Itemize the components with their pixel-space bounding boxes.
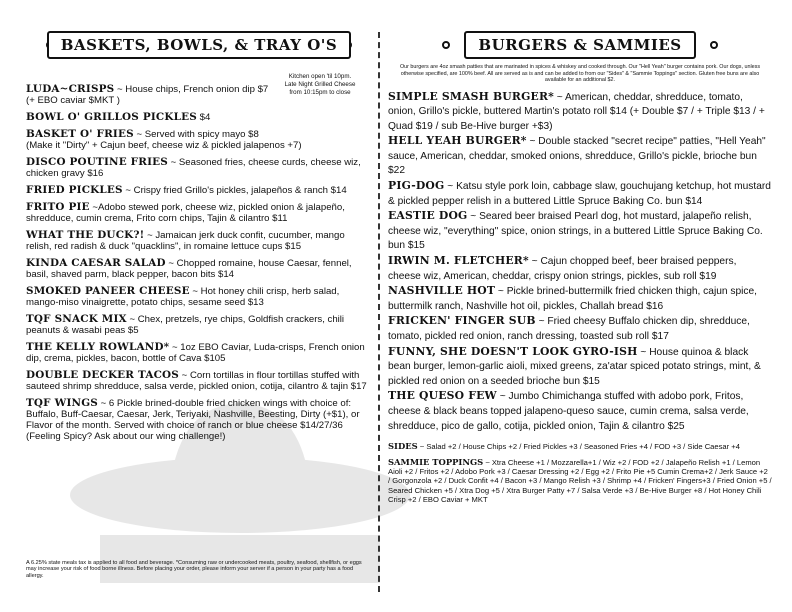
item-name: HELL YEAH BURGER* — [388, 134, 527, 148]
item-desc: ~ Hot honey chili crisp, herb salad, mango-miso vinaigrette, potato chips, sesame seed $13 — [26, 286, 340, 308]
flourish-icon — [710, 41, 718, 49]
item-name: SIMPLE SMASH BURGER* — [388, 89, 554, 103]
section-title: BURGERS & SAMMIES — [464, 31, 695, 59]
toppings-desc: ~ Xtra Cheese +1 / Mozzarella+1 / Wiz +2 / FOD +2 / Jalapeño Relish +1 / Lemon Aioli +2 / Fritos +2 / Adobo Pork +3 / Caesar Dressing +2 / Egg +2 / Frito Pie +5 Cumin Crema+2 / Jerk Sauce +2 / Gorgonzola +2 / Duck Confit +4 / Bacon +3 / Mango Relish +3 / Shrimp +4 / Fricken' Fingers+3 / Fried Onion +5 / Seared Chicken +5 / Xtra Dog +5 / Xtra Burger Patty +7 / Salsa Verde +3 / Be-Hive Burger +8 / Hot Honey Chili Crisp +2 / EBO Caviar + MKT — [388, 457, 772, 505]
item-desc: ~ Double stacked "secret recipe" patties, "Hell Yeah" sauce, American, cheddar, smoked onions, shredduce, Grillo's pickle, brioche bun $22 — [388, 136, 766, 177]
item-desc: ~ Pickle brined-buttermilk fried chicken thigh, cajun spice, buttermilk ranch, Nashville hot oil, pickles, Challah bread $16 — [388, 286, 757, 312]
kitchen-note-line: Kitchen open 'til 10pm. — [288, 73, 352, 80]
menu-item — [26, 286, 372, 308]
item-name: TQF SNACK MIX — [26, 313, 127, 325]
item-name: SMOKED PANEER CHEESE — [26, 285, 190, 297]
item-extra: (Make it "Dirty" + Cajun beef, cheese wiz & pickled jalapenos +7) — [26, 140, 302, 151]
item-desc: ~ Katsu style pork loin, cabbage slaw, gouchujang ketchup, hot mustard & pickled pepper relish in a buttered Little Spruce Baking Co. bun $14 — [388, 181, 771, 207]
item-desc: ~ Cajun chopped beef, beer braised peppers, cheese wiz, American, cheddar, crispy onion strings, pickles, sub roll $19 — [388, 256, 737, 282]
menu-item — [26, 398, 372, 442]
item-name: LUDA~CRISPS — [26, 83, 115, 95]
sides-list — [388, 442, 772, 451]
section-title: BASKETS, BOWLS, & TRAY O'S — [47, 31, 351, 59]
menu-item — [388, 389, 772, 434]
item-name: DOUBLE DECKER TACOS — [26, 369, 180, 381]
menu-item — [388, 134, 772, 179]
menu-item — [388, 179, 772, 209]
item-name: NASHVILLE HOT — [388, 284, 496, 298]
item-desc: ~Adobo stewed pork, cheese wiz, pickled onion & jalapeño, shredduce, cumin crema, Frito corn chips, Tajin & cilantro $11 — [26, 202, 345, 224]
item-name: THE KELLY ROWLAND* — [26, 341, 170, 353]
item-desc: ~ Chex, pretzels, rye chips, Goldfish crackers, chili peanuts & wasabi peas $5 — [26, 314, 345, 336]
menu-item — [388, 254, 772, 284]
item-desc: ~ 1oz EBO Caviar, Luda-crisps, French onion dip, crema, pickles, bacon, bottle of Cava $105 — [26, 342, 365, 364]
item-name: BOWL O' GRILLOS PICKLES — [26, 111, 197, 123]
item-desc: ~ Crispy fried Grillo's pickles, jalapeños & ranch $14 — [122, 185, 347, 196]
burgers-column — [388, 28, 772, 505]
menu-item — [26, 202, 372, 224]
item-name: FRIED PICKLES — [26, 184, 123, 196]
menu-item — [26, 84, 276, 106]
menu-item — [388, 209, 772, 254]
item-name: FRICKEN' FINGER SUB — [388, 314, 536, 328]
kitchen-hours-note — [264, 73, 376, 97]
item-name: IRWIN M. FLETCHER* — [388, 254, 529, 268]
item-desc: ~ Chopped romaine, house Caesar, fennel, basil, shaved parm, black pepper, bacon bits $14 — [26, 258, 352, 280]
menu-item — [26, 129, 372, 151]
item-name: PIG-DOG — [388, 179, 445, 193]
item-desc: ~ Jumbo Chimichanga stuffed with adobo pork, Fritos, cheese & black beans topped jalapeno-queso sauce, cumin crema, salsa verde, shredduce, pico de gallo, cotija, pickled onion, Tajin & cilantro $25 — [388, 391, 749, 432]
item-name: FRITO PIE — [26, 201, 90, 213]
item-name: THE QUESO FEW — [388, 389, 497, 403]
sides-desc: ~ Salad +2 / House Chips +2 / Fried Pickles +3 / Seasoned Fries +4 / FOD +3 / Side Caesar +4 — [417, 442, 740, 452]
item-desc: ~ Seasoned fries, cheese curds, cheese wiz, chicken gravy $16 — [26, 157, 361, 179]
menu-item — [26, 112, 372, 123]
menu-item — [26, 157, 372, 179]
item-desc: $4 — [196, 112, 211, 123]
toppings-label: SAMMIE TOPPINGS — [388, 456, 484, 467]
allergy-disclaimer: A 6.25% state meals tax is applied to all food and beverage. *Consuming raw or undercooked meats, poultry, seafood, shellfish, or eggs may increase your risk of food borne illness. Before placing your order, please inform your server if a person in your party has a food allergy. — [26, 560, 362, 579]
column-divider — [378, 32, 380, 592]
item-desc: ~ Served with spicy mayo $8 — [133, 129, 259, 140]
sides-label: SIDES — [388, 441, 418, 452]
item-name: DISCO POUTINE FRIES — [26, 156, 168, 168]
menu-item — [388, 284, 772, 314]
item-desc: ~ 6 Pickle brined-double fried chicken wings with choice of: Buffalo, Buff-Caesar, Caesar, Jerk, Teriyaki, Nashville, Beesting, Dirty (+$1), or Flavor of the month. Served with choice of ranch or blue cheese $14/27/36 — [26, 398, 360, 431]
item-desc: ~ Corn tortillas in flour tortillas stuffed with sauteed shrimp shredduce, salsa verde, pickled onion, cotija, cilantro & tajin $17 — [26, 370, 367, 392]
menu-item — [388, 314, 772, 344]
menu-item — [388, 345, 772, 390]
menu-item — [26, 258, 372, 280]
item-name: KINDA CAESAR SALAD — [26, 257, 166, 269]
item-name: EASTIE DOG — [388, 209, 468, 223]
flourish-icon — [442, 41, 450, 49]
menu-item — [388, 90, 772, 135]
kitchen-note-line: from 10:15pm to close — [289, 89, 351, 96]
menu-item — [26, 185, 372, 196]
item-desc: ~ House quinoa & black bean burger, lemon-garlic aioli, mixed greens, za'atar spiced potato strings, mint, & pickled red onion on a seeded brioche bun $15 — [388, 346, 761, 387]
section-header-baskets — [26, 28, 372, 62]
item-desc: ~ American, cheddar, shredduce, tomato, onion, Grillo's pickle, buttered Martin's potato roll $14 (+ Double $7 / + Triple $13 / + Quad $19 / sub Be-Hive burger +$3) — [388, 91, 765, 132]
section-header-burgers — [388, 28, 772, 62]
item-extra: (Feeling Spicy? Ask about our wing challenge!) — [26, 431, 226, 442]
section-intro: Our burgers are 4oz smash patties that are marinated in spices & whiskey and cooked through. Our "Hell Yeah" burger contains pork. Our dogs, unless otherwise specified, are 100% beef. All are served as is and can be added to from our "Sides" & "Sammie Toppings" section. Gluten free buns are also available for an additional $2. — [399, 64, 761, 83]
item-desc: ~ Jamaican jerk duck confit, cucumber, mango relish, red radish & duck "quacklins", in romaine lettuce cups $15 — [26, 230, 345, 252]
kitchen-note-line: Late Night Grilled Cheese — [284, 81, 356, 88]
menu-item — [26, 230, 372, 252]
toppings-list — [388, 458, 772, 505]
menu-item — [26, 370, 372, 392]
item-name: WHAT THE DUCK?! — [26, 229, 145, 241]
menu-item — [26, 314, 372, 336]
menu-item — [26, 342, 372, 364]
item-name: FUNNY, SHE DOESN'T LOOK GYRO-ISH — [388, 344, 638, 358]
item-desc: ~ Seared beer braised Pearl dog, hot mustard, jalapeño relish, cheese wiz, "everything" spice, onion strings, in a buttered Little Spruce Baking Co. bun $15 — [388, 211, 763, 252]
item-name: BASKET O' FRIES — [26, 128, 134, 140]
item-name: TQF WINGS — [26, 397, 98, 409]
item-desc: ~ House chips, French onion dip $7 — [114, 84, 269, 95]
item-extra: (+ EBO caviar $MKT ) — [26, 95, 120, 106]
item-desc: ~ Fried cheesy Buffalo chicken dip, shredduce, tomato, pickled red onion, ranch dressing, toasted sub roll $17 — [388, 316, 750, 342]
